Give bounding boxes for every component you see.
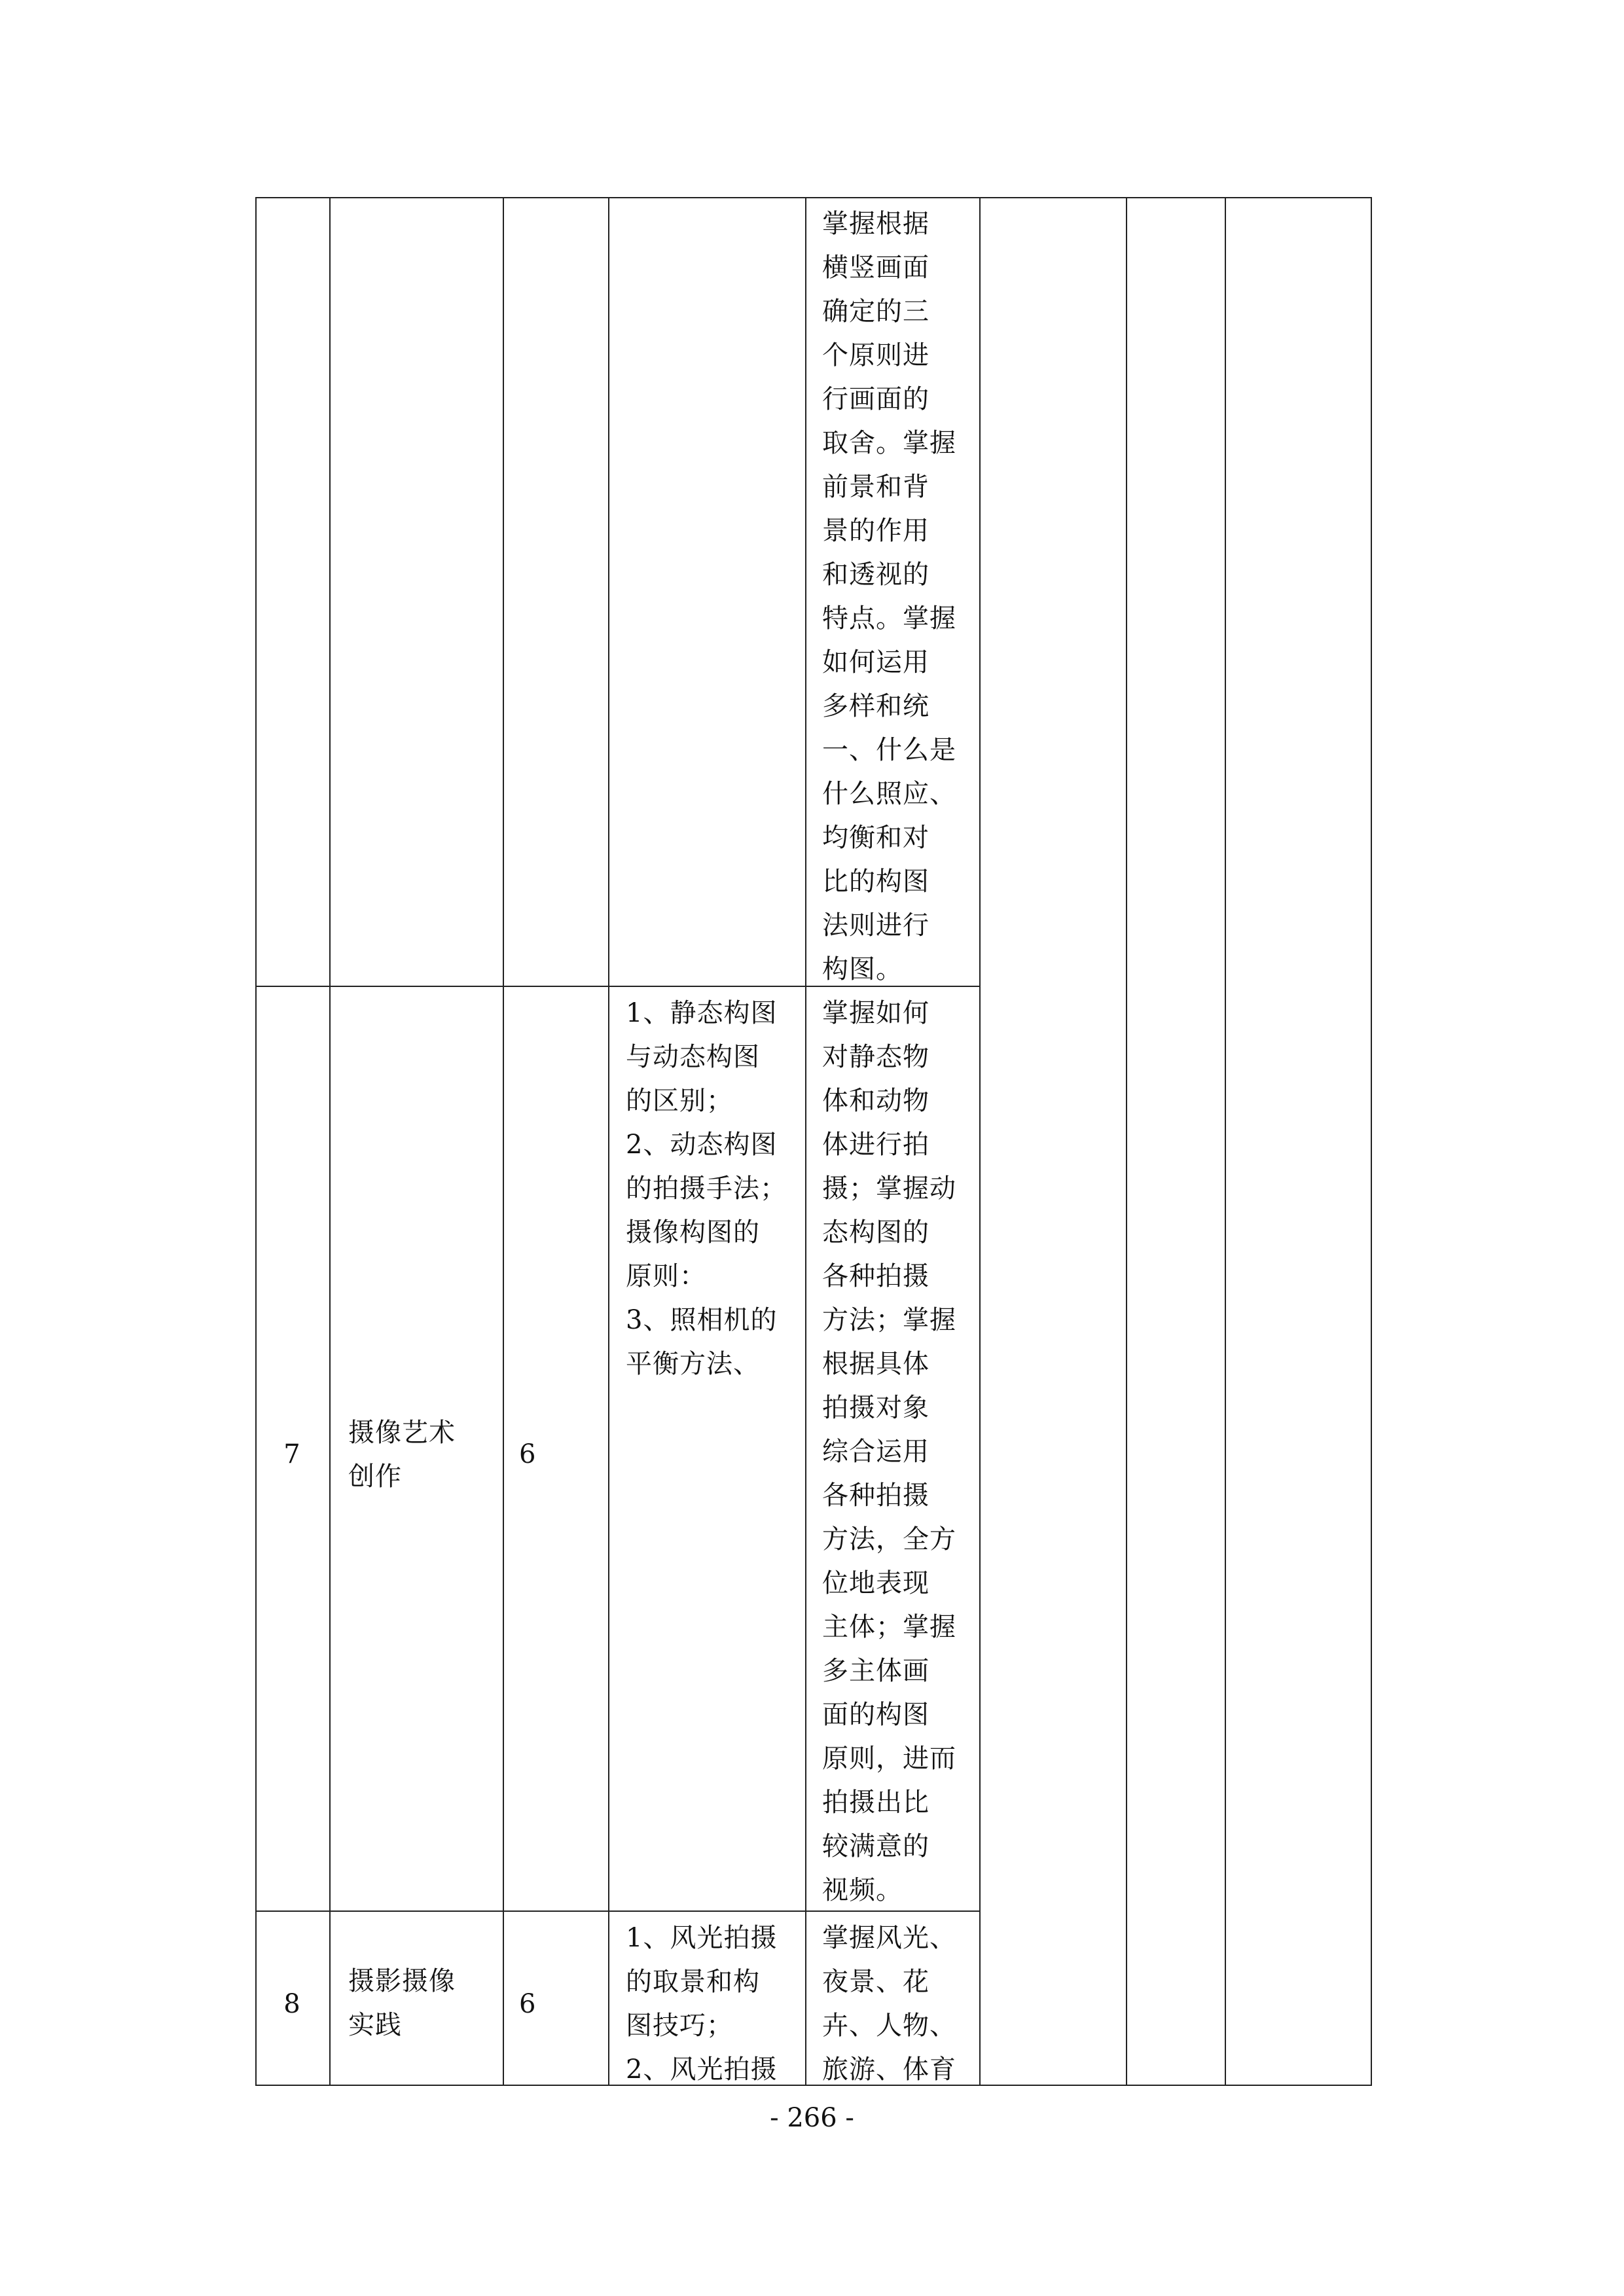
column-divider: [979, 197, 981, 2086]
row8-objectives: 掌握风光、 夜景、花 卉、人物、 旅游、体育: [822, 1923, 956, 2085]
table-border-left: [255, 197, 257, 2086]
page-number: - 266 -: [770, 2103, 854, 2133]
row7-content: 1、静态构图 与动态构图 的区别； 2、动态构图 的拍摄手法； 摄像构图的 原则： 3、照相机的 平衡方法、: [626, 998, 787, 1379]
table-border-right: [1371, 197, 1372, 2086]
column-divider: [1225, 197, 1226, 2086]
row8-number: 8: [283, 1989, 301, 2019]
row7-title: 摄像艺术 创作: [348, 1418, 456, 1492]
row7-objectives: 掌握如何 对静态物 体和动物 体进行拍 摄；掌握动 态构图的 各种拍摄 方法；掌握 根据具体 拍摄对象 综合运用 各种拍摄 方法，全方 位地表现 主体；掌握 多主体画 面的构图 原则，进而 拍摄出比 较满意的 视频。: [822, 998, 956, 1905]
course-table: [255, 197, 1372, 2086]
column-divider: [608, 197, 609, 2086]
row8-content: 1、风光拍摄 的取景和构 图技巧； 2、风光拍摄: [626, 1923, 778, 2085]
table-border-bottom: [255, 2085, 1372, 2086]
column-divider: [329, 197, 331, 2086]
row7-number: 7: [283, 1439, 301, 1469]
table-border-top: [255, 197, 1372, 198]
column-divider: [503, 197, 504, 2086]
row1-objectives: 掌握根据 横竖画面 确定的三 个原则进 行画面的 取舍。掌握 前景和背 景的作用 和透视的 特点。掌握 如何运用 多样和统 一、什么是 什么照应、 均衡和对 比的构图 法则进行 构图。: [822, 209, 956, 984]
column-divider: [1126, 197, 1127, 2086]
row8-title: 摄影摄像 实践: [348, 1966, 456, 2040]
row8-hours: 6: [519, 1989, 537, 2019]
row7-hours: 6: [519, 1439, 537, 1469]
column-divider: [805, 197, 806, 2086]
